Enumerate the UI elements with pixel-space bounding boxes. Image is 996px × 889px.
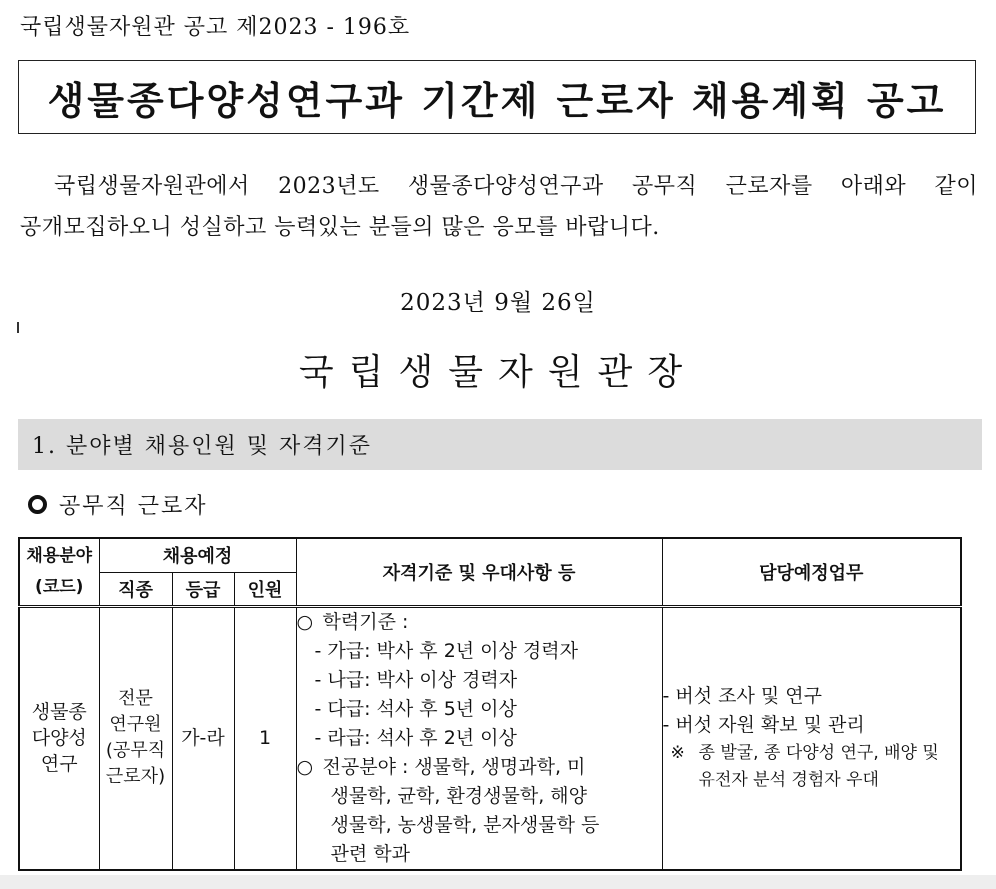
cell-qualification bbox=[296, 606, 662, 870]
cell-job-type-line: 연구원 bbox=[109, 714, 162, 735]
duty-item: - 버섯 자원 확보 및 관리 bbox=[662, 714, 865, 736]
cell-job-type-line: 근로자) bbox=[105, 766, 166, 787]
major-heading bbox=[297, 753, 662, 782]
cell-job-type-line: 전문 bbox=[118, 688, 153, 709]
notice-title: 생물종다양성연구과 기간제 근로자 채용계획 공고 bbox=[47, 78, 947, 123]
major-line: 생물학, 농생물학, 분자생물학 등 bbox=[330, 813, 600, 836]
header-field-line2: (코드) bbox=[35, 576, 84, 597]
subheading bbox=[28, 489, 208, 520]
major-line: 관련 학과 bbox=[330, 842, 410, 865]
circle-outline-icon: ○ bbox=[296, 610, 314, 633]
cell-grade: 가-라 bbox=[172, 606, 234, 870]
table-row bbox=[19, 606, 961, 870]
bottom-strip bbox=[0, 875, 996, 889]
header-plan: 채용예정 bbox=[99, 538, 296, 572]
header-field-line1: 채용분야 bbox=[26, 545, 93, 566]
education-title: 학력기준 : bbox=[322, 610, 409, 633]
cell-field-line: 다양성 bbox=[31, 727, 87, 749]
header-duty: 담당예정업무 bbox=[662, 538, 961, 606]
text-cursor bbox=[17, 322, 19, 333]
cell-count: 1 bbox=[234, 606, 296, 870]
table-header-row bbox=[19, 538, 961, 572]
duty-item: - 버섯 조사 및 연구 bbox=[662, 685, 823, 707]
section-title: 1. 분야별 채용인원 및 자격기준 bbox=[32, 434, 372, 459]
header-count: 인원 bbox=[234, 572, 296, 606]
reference-mark-icon: ※ bbox=[670, 743, 685, 763]
notice-number: 국립생물자원관 공고 제2023 - 196호 bbox=[20, 15, 411, 40]
header-grade: 등급 bbox=[172, 572, 234, 606]
circle-bullet-icon bbox=[28, 495, 47, 514]
cell-job-type-line: (공무직 bbox=[105, 740, 166, 761]
cell-duty bbox=[662, 606, 961, 870]
recruitment-table bbox=[18, 537, 962, 871]
duty-note bbox=[663, 740, 961, 794]
section-header bbox=[18, 419, 982, 470]
notice-date: 2023년 9월 26일 bbox=[400, 290, 596, 316]
cell-field-line: 생물종 bbox=[31, 701, 87, 723]
major-title: 전공분야 : 생물학, 생명과학, 미 bbox=[322, 755, 586, 778]
duty-note-text: 종 발굴, 종 다양성 연구, 배양 및 유전자 분석 경험자 우대 bbox=[698, 743, 939, 790]
issuer-name: 국립생물자원관장 bbox=[298, 352, 698, 393]
title-box bbox=[18, 60, 976, 134]
circle-outline-icon: ○ bbox=[296, 755, 314, 778]
major-line: 생물학, 균학, 환경생물학, 해양 bbox=[330, 784, 588, 807]
cell-field bbox=[19, 606, 99, 870]
cell-field-line: 연구 bbox=[40, 753, 78, 775]
education-item: - 라급: 석사 후 2년 이상 bbox=[314, 726, 517, 749]
subheading-label: 공무직 근로자 bbox=[59, 494, 208, 519]
cell-job-type bbox=[99, 606, 172, 870]
header-job-type: 직종 bbox=[99, 572, 172, 606]
education-item: - 가급: 박사 후 2년 이상 경력자 bbox=[314, 639, 578, 662]
education-item: - 나급: 박사 이상 경력자 bbox=[314, 668, 518, 691]
education-heading bbox=[297, 608, 662, 637]
header-qualification: 자격기준 및 우대사항 등 bbox=[296, 538, 662, 606]
intro-paragraph: 국립생물자원관에서 2023년도 생물종다양성연구과 공무직 근로자를 아래와 같이 공개모집하오니 성실하고 능력있는 분들의 많은 응모를 바랍니다. bbox=[20, 174, 978, 240]
education-item: - 다급: 석사 후 5년 이상 bbox=[314, 697, 517, 720]
header-field bbox=[19, 538, 99, 606]
